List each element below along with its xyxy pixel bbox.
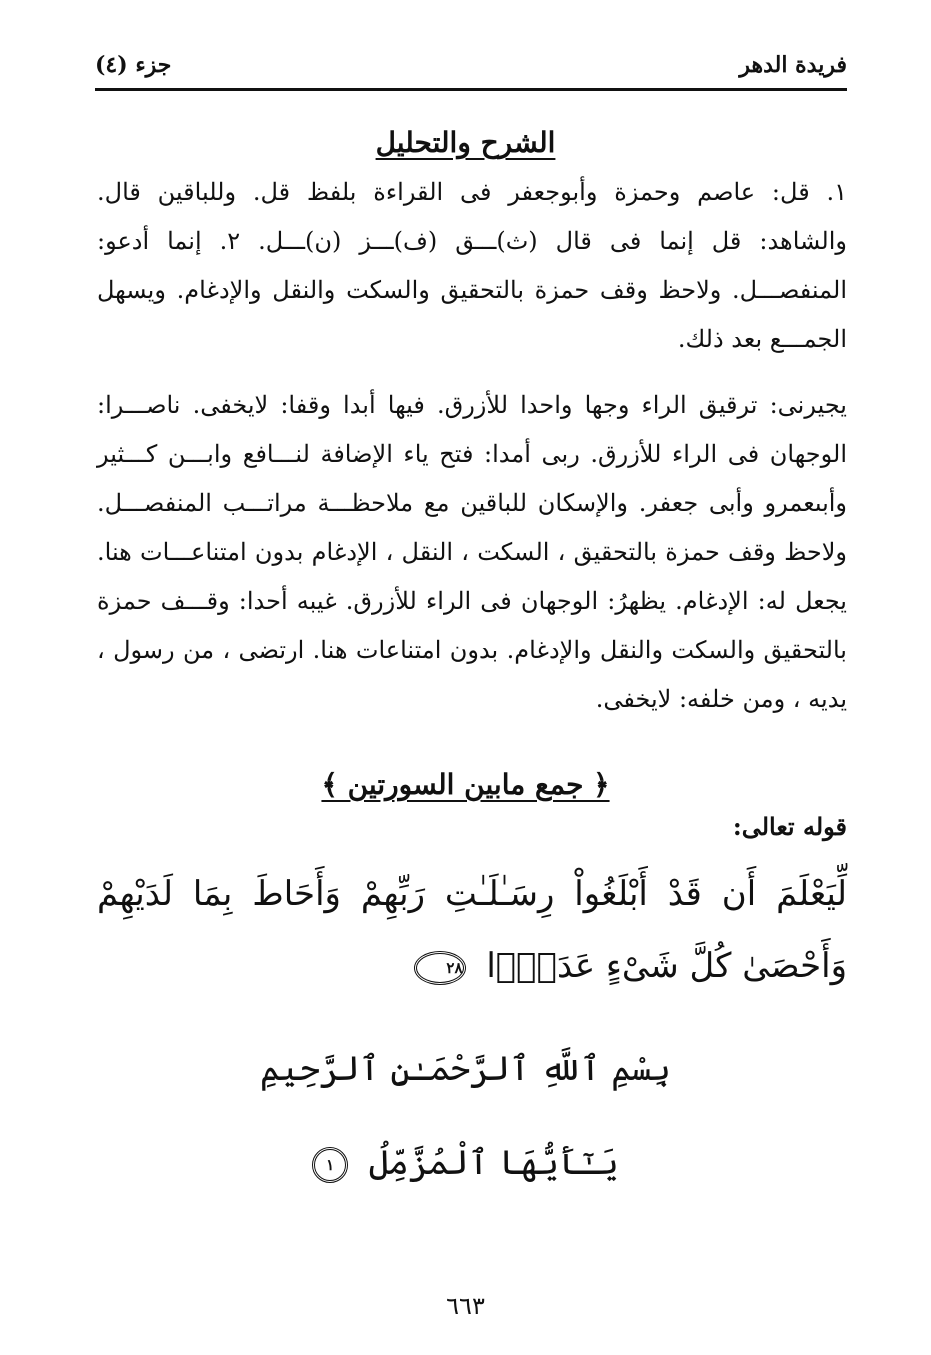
part-label: جزء (٤) (95, 52, 172, 78)
commentary-note-2: يجيرنى: ترقيق الراء وجها واحدا للأزرق. فيها أبدا وقفا: لايخفى. ناصـــرا: الوجهان فى الراء للأزرق. ربى أمدا: فتح ياء الإضافة لنـــافع وابـــن كـــثير وأبىعمرو وأبى جعفر. والإسكان للباقين مع ملاحظـــة مراتـــب المنفصـــل. ولاحظ وقف حمزة بالتحقيق ، السكت ، النقل ، الإدغام بدون امتناعـــات هنا. يجعل له: الإدغام. يظهرُ: الوجهان فى الراء للأزرق. غيبه أحدا: وقـــف حمزة بالتحقيق والسكت والنقل والإدغام. بدون امتناعات هنا. ارتضى ، من رسول ، يديه ، ومن خلفه: لايخفى. (97, 391, 847, 713)
first-ayah-number-marker: ١ (312, 1147, 348, 1183)
quran-verse (97, 858, 847, 1002)
joining-heading (0, 768, 931, 801)
book-title: فريدة الدهر (739, 52, 847, 78)
next-surah-first-verse (0, 1142, 931, 1183)
quran-verse-text: لِّيَعْلَمَ أَن قَدْ أَبْلَغُواْ رِسَـٰلَـٰتِ رَبِّهِمْ وَأَحَاطَ بِمَا لَدَيْهِمْ وَأَحْصَىٰ كُلَّ شَىْءٍ عَدَدًۢا (97, 874, 847, 986)
commentary-heading (0, 126, 931, 159)
intro-label: قوله تعالى: (732, 812, 847, 841)
header-rule (95, 88, 847, 91)
commentary-heading-text: الشرح والتحليل (375, 126, 556, 159)
joining-heading-text: ﴿ جمع مابين السورتين ﴾ (321, 768, 610, 801)
ayah-number-marker: ٢٨ (414, 951, 466, 985)
commentary-note-1: ١. قل: عاصم وحمزة وأبوجعفر فى القراءة بلفظ قل. وللباقين قال. والشاهد: قل إنما فى قال (ث)ـــق (ف)ـــز (ن)ـــل. ٢. إنما أدعو: المنفصـــل. ولاحظ وقف حمزة بالتحقيق والسكت والنقل والإدغام. ويسهل الجمـــع بعد ذلك. (97, 178, 847, 353)
running-header (95, 48, 847, 84)
page-number: ٦٦٣ (446, 1292, 485, 1320)
basmala: بِسْمِ ٱللَّهِ ٱلرَّحْمَـٰنِ ٱلرَّحِيمِ (260, 1049, 671, 1089)
first-verse-text: يَـٰٓأَيُّهَا ٱلْمُزَّمِّلُ (368, 1143, 619, 1183)
